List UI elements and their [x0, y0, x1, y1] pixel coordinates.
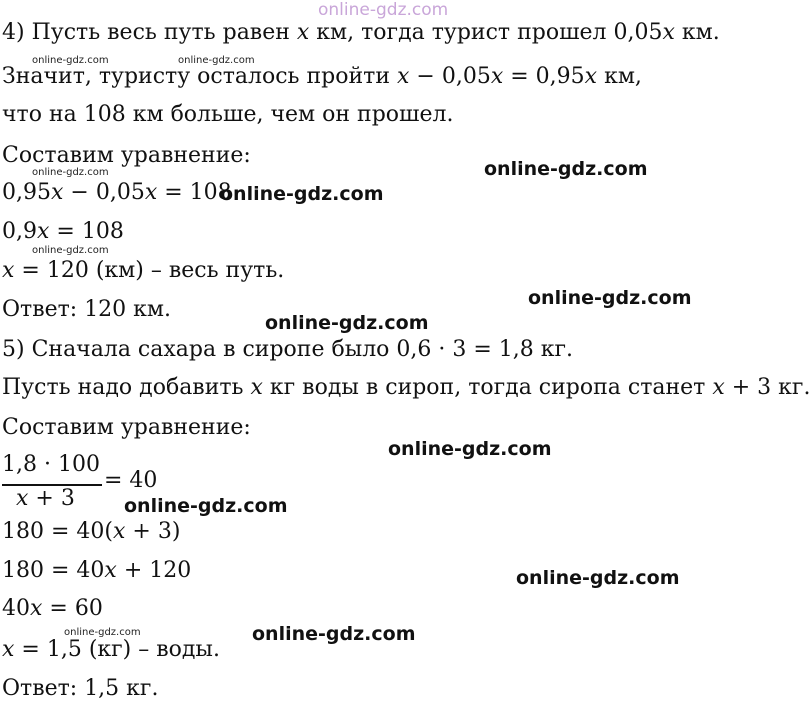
var-x: x [104, 558, 117, 583]
p5-eq-4 [2, 596, 103, 622]
var-x: x [144, 180, 158, 205]
p4-line-2 [2, 64, 642, 90]
text: кг воды в сироп, тогда сиропа станет [262, 375, 713, 400]
watermark: online-gdz.com [528, 287, 692, 309]
text: 0,9 [2, 219, 37, 244]
text: = 1,5 (кг) – воды. [14, 637, 220, 662]
text: 180 = 40 [2, 558, 105, 583]
p5-eq-5 [2, 637, 220, 663]
text: Пусть надо добавить [2, 375, 251, 400]
watermark: online-gdz.com [124, 495, 288, 517]
watermark-small: online-gdz.com [64, 627, 141, 638]
watermark-small: online-gdz.com [32, 167, 109, 178]
p4-eq-1 [2, 180, 232, 206]
text: + 3 [28, 486, 75, 511]
watermark-top: online-gdz.com [318, 0, 449, 20]
p5-line-3: Составим уравнение: [2, 415, 251, 440]
text: + 3 кг. [724, 375, 810, 400]
watermark: online-gdz.com [220, 183, 384, 205]
text: км, тогда турист прошел 0,05 [309, 20, 663, 45]
text: 180 = 40( [2, 519, 113, 544]
text: + 120 [116, 558, 192, 583]
var-x: x [490, 64, 504, 89]
fraction-numerator: 1,8 · 100 [2, 452, 100, 477]
text: = 108 [49, 219, 124, 244]
var-x: x [250, 375, 263, 400]
var-x: x [50, 180, 64, 205]
watermark: online-gdz.com [252, 623, 416, 645]
text: км, [597, 64, 642, 89]
var-x: x [37, 219, 50, 244]
p5-line-2 [2, 375, 810, 401]
p4-eq-3 [2, 258, 284, 284]
var-x: x [712, 375, 725, 400]
var-x: x [16, 486, 29, 511]
p5-eq-3 [2, 558, 191, 584]
text: Значит, туристу осталось пройти [2, 64, 397, 89]
p4-eq-2 [2, 219, 124, 245]
p4-line-3: что на 108 км больше, чем он прошел. [2, 102, 454, 127]
text: = 0,95 [503, 64, 585, 89]
watermark: online-gdz.com [484, 158, 648, 180]
watermark-small: online-gdz.com [32, 245, 109, 256]
var-x: x [2, 637, 15, 662]
text: 4) Пусть весь путь равен [2, 20, 297, 45]
p5-answer: Ответ: 1,5 кг. [2, 676, 159, 701]
text: = 120 (км) – весь путь. [14, 258, 285, 283]
p5-line-1: 5) Сначала сахара в сиропе было 0,6 · 3 = 1,8 кг. [2, 337, 574, 362]
watermark-small: online-gdz.com [32, 55, 109, 66]
var-x: x [296, 20, 310, 45]
var-x: x [113, 519, 126, 544]
text: − 0,05 [409, 64, 491, 89]
text: 0,95 [2, 180, 51, 205]
fraction-rhs: = 40 [104, 468, 158, 493]
p4-line-1 [2, 20, 720, 46]
var-x: x [2, 258, 15, 283]
var-x: x [662, 20, 675, 45]
text: + 3) [125, 519, 181, 544]
p5-eq-2 [2, 519, 180, 545]
text: − 0,05 [63, 180, 145, 205]
var-x: x [397, 64, 410, 89]
fraction-denominator [16, 486, 75, 511]
var-x: x [584, 64, 598, 89]
watermark: online-gdz.com [388, 438, 552, 460]
watermark: online-gdz.com [516, 567, 680, 589]
p4-line-4: Составим уравнение: [2, 143, 251, 168]
watermark-small: online-gdz.com [178, 55, 255, 66]
text: 40 [2, 596, 30, 621]
text: = 108 [157, 180, 232, 205]
p4-answer: Ответ: 120 км. [2, 297, 172, 322]
text: км. [674, 20, 720, 45]
watermark: online-gdz.com [265, 312, 429, 334]
text: = 60 [42, 596, 103, 621]
var-x: x [30, 596, 43, 621]
